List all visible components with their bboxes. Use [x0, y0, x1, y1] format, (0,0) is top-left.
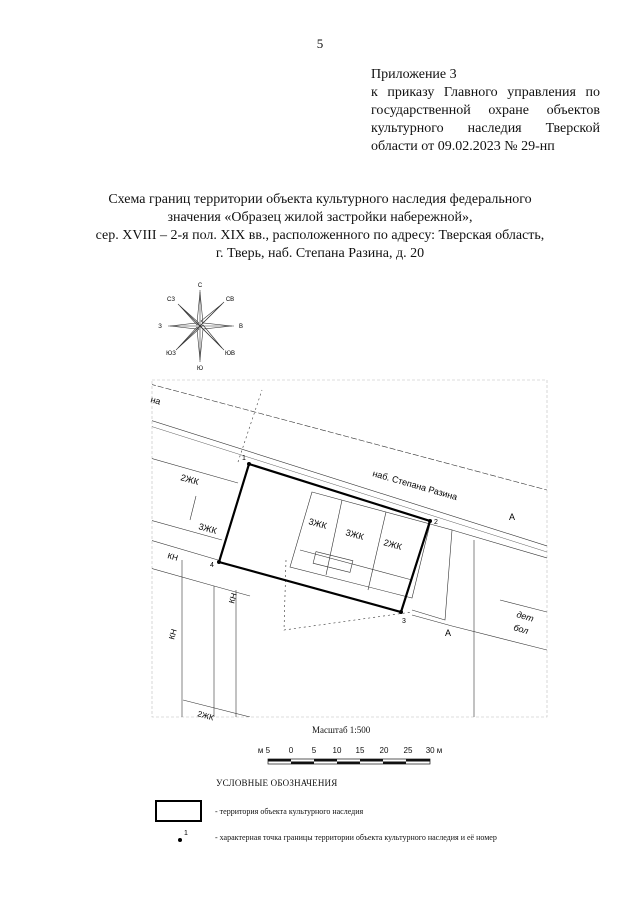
- title-line: значения «Образец жилой застройки набережной»,: [167, 210, 473, 225]
- street-label-left: на: [149, 394, 162, 407]
- scale-tick-label: 20: [379, 746, 389, 755]
- appendix-line: Приложение 3: [371, 67, 457, 82]
- map-frame: [152, 380, 547, 717]
- label-3zhk-left: 3ЖК: [197, 521, 219, 537]
- label-kn-mid: КН: [227, 592, 239, 605]
- label-3zhk-in2: 3ЖК: [344, 527, 366, 543]
- legend-title: УСЛОВНЫЕ ОБОЗНАЧЕНИЯ: [216, 778, 338, 788]
- scale-tick-label: 25: [403, 746, 413, 755]
- label-kn-left: КН: [166, 551, 179, 563]
- appendix-line: области от 09.02.2023 № 29-нп: [371, 139, 555, 154]
- label-det-1: дет: [515, 609, 535, 624]
- page-number: 5: [316, 36, 324, 51]
- label-2zhk-left: 2ЖК: [179, 472, 201, 488]
- boundary-point-3: [399, 610, 403, 614]
- scale-tick-label: 5: [311, 746, 317, 755]
- compass-nw: СЗ: [167, 297, 175, 303]
- scale-title: Масштаб 1:500: [312, 725, 371, 735]
- legend-point-number: 1: [184, 830, 188, 837]
- legend-territory-text: - территория объекта культурного наследия: [215, 807, 364, 816]
- legend-point-marker: [168, 828, 198, 848]
- scale-tick-label: 10: [332, 746, 342, 755]
- boundary-point-1: [247, 462, 251, 466]
- label-det-2: бол: [512, 622, 530, 637]
- compass-n: С: [197, 283, 203, 289]
- compass-s: Ю: [196, 366, 204, 372]
- compass-ne: СВ: [225, 297, 235, 303]
- label-3zhk-in1: 3ЖК: [307, 516, 329, 532]
- boundary-point-label-2: 2: [434, 519, 438, 526]
- boundary-point-label-1: 1: [242, 455, 246, 462]
- label-kn-bottom: КН: [167, 628, 179, 641]
- title-line: Схема границ территории объекта культурного наследия федерального: [108, 192, 532, 207]
- label-a-top: А: [509, 512, 516, 522]
- boundary-point-4: [217, 560, 221, 564]
- label-2zhk-bottom: 2ЖК: [196, 709, 215, 723]
- dashed-boundaries: [238, 390, 548, 717]
- boundary-point-label-4: 4: [210, 562, 214, 569]
- scale-tick-label: м 5: [257, 746, 271, 755]
- compass-e: В: [238, 324, 244, 330]
- label-2zhk-in: 2ЖК: [382, 537, 404, 553]
- building-outlines: [150, 458, 547, 717]
- legend-territory-swatch: [155, 800, 202, 822]
- compass-se: ЮВ: [224, 351, 236, 357]
- appendix-line: к приказу Главного управления по: [371, 85, 600, 100]
- title-line: сер. XVIII – 2-я пол. XIX вв., расположенного по адресу: Тверская область,: [95, 228, 545, 243]
- scale-bar: [250, 738, 450, 772]
- compass-sw: ЮЗ: [166, 351, 176, 357]
- boundary-point-2: [428, 519, 432, 523]
- scale-tick-label: 0: [288, 746, 294, 755]
- scale-tick-label: 30 м: [425, 746, 443, 755]
- label-a-bottom: А: [445, 628, 452, 638]
- appendix-line: государственной охране объектов: [371, 103, 600, 118]
- appendix-line: культурного наследия Тверской: [371, 121, 600, 136]
- title-line: г. Тверь, наб. Степана Разина, д. 20: [215, 246, 425, 261]
- scale-tick-label: 15: [355, 746, 365, 755]
- heritage-territory-boundary: [219, 464, 430, 612]
- boundary-point-label-3: 3: [402, 618, 406, 625]
- legend-point-text: - характерная точка границы территории объекта культурного наследия и её номер: [215, 833, 497, 842]
- compass-w: З: [158, 324, 162, 330]
- street-label: наб. Степана Разина: [371, 468, 459, 503]
